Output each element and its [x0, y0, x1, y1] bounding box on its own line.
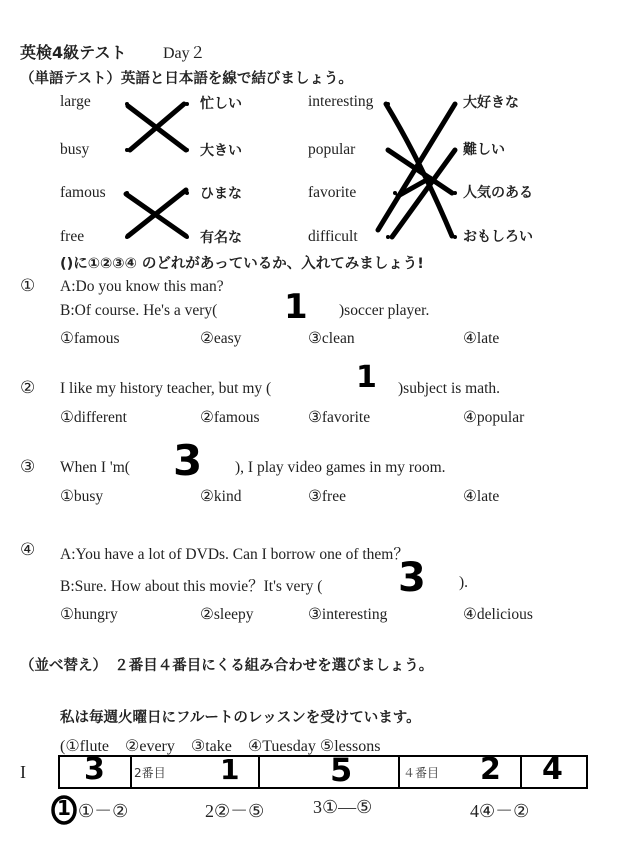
- question-2-option-1: ①different: [60, 409, 127, 426]
- answer-box-divider-3: [398, 755, 400, 789]
- label-4th-position: ４番目: [403, 766, 440, 780]
- jp-isogashii: 忙しい: [200, 96, 242, 112]
- word-free: free: [60, 228, 85, 245]
- question-2-handwritten-answer: 1: [356, 360, 377, 395]
- word-popular: popular: [308, 141, 356, 158]
- question-4-option-2: ②sleepy: [200, 606, 254, 623]
- question-4-line1: A:You have a lot of DVDs. Can I borrow one of them？: [60, 546, 409, 563]
- answer-cell-2: 1: [220, 753, 240, 786]
- answer-box-divider-2: [258, 755, 260, 789]
- question-4-option-1: ①hungry: [60, 606, 118, 623]
- question-2-option-2: ②famous: [200, 409, 260, 426]
- jp-ninkinoaru: 人気のある: [463, 185, 533, 201]
- word-famous: famous: [60, 184, 106, 201]
- question-4-handwritten-answer: 3: [398, 555, 426, 601]
- jp-muzukashii: 難しい: [463, 142, 505, 158]
- reorder-subject: I: [20, 762, 26, 782]
- question-1-option-2: ②easy: [200, 330, 242, 347]
- choice-4: 4④－②: [470, 801, 530, 821]
- page-title: 英検4級テスト: [20, 43, 127, 62]
- answer-cell-5: 4: [542, 752, 563, 787]
- choice-3: 3①―⑤: [313, 797, 373, 817]
- question-2-number: ②: [20, 378, 36, 397]
- word-large: large: [60, 93, 91, 110]
- question-4-option-3: ③interesting: [308, 606, 388, 623]
- jp-himana: ひまな: [200, 186, 242, 202]
- question-1-option-3: ③clean: [308, 330, 355, 347]
- word-interesting: interesting: [308, 93, 374, 110]
- jp-omoshiroi: おもしろい: [463, 229, 533, 245]
- answer-box-divider-1: [130, 755, 132, 789]
- answer-cell-3: 5: [330, 751, 353, 789]
- question-1-handwritten-answer: 1: [284, 287, 308, 327]
- section2-title: ()に①②③④ のどれがあっているか、入れてみましょう!: [60, 256, 424, 272]
- question-4-option-4: ④delicious: [463, 606, 533, 623]
- question-3-option-3: ③free: [308, 488, 346, 505]
- choice-circled-number: 1: [57, 796, 71, 820]
- question-1-line2-after: )soccer player.: [339, 302, 430, 319]
- reorder-title: （並べ替え） ２番目４番目にくる組み合わせを選びましょう。: [20, 658, 434, 674]
- question-3-option-2: ②kind: [200, 488, 242, 505]
- question-2-line1-after: )subject is math.: [398, 380, 501, 397]
- jp-ookii: 大きい: [200, 143, 242, 159]
- choice-2: 2②－⑤: [205, 801, 265, 821]
- reorder-sentence: 私は毎週火曜日にフルートのレッスンを受けています。: [60, 710, 421, 726]
- question-4-number: ④: [20, 540, 36, 559]
- word-difficult: difficult: [308, 228, 358, 245]
- answer-cell-1: 3: [84, 752, 105, 787]
- question-3-option-1: ①busy: [60, 488, 104, 505]
- section1-title: （単語テスト）英語と日本語を線で結びましょう。: [20, 71, 353, 87]
- question-4-line2-before: B:Sure. How about this movie？It's very (: [60, 578, 323, 595]
- answer-cell-4: 2: [480, 752, 501, 787]
- choice-1: ①－②: [78, 801, 129, 821]
- reorder-word-list: (①flute ②every ③take ④Tuesday ⑤lessons: [60, 738, 381, 755]
- question-3-line1-before: When I 'm(: [60, 459, 130, 476]
- day-label: Day２: [163, 45, 206, 62]
- label-2nd-position: 2番目: [134, 766, 166, 780]
- question-2-option-4: ④popular: [463, 409, 525, 426]
- question-4-line2-after: ).: [459, 574, 469, 591]
- question-3-option-4: ④late: [463, 488, 500, 505]
- question-1-line2-before: B:Of course. He's a very(: [60, 302, 218, 319]
- question-3-number: ③: [20, 457, 36, 476]
- jp-yuumeina: 有名な: [200, 230, 242, 246]
- word-busy: busy: [60, 141, 90, 158]
- question-2-line1-before: I like my history teacher, but my (: [60, 380, 272, 397]
- question-1-line1: A:Do you know this man?: [60, 278, 224, 295]
- question-1-number: ①: [20, 276, 36, 295]
- word-favorite: favorite: [308, 184, 357, 201]
- answer-box-divider-4: [520, 755, 522, 789]
- question-3-handwritten-answer: 3: [173, 436, 203, 485]
- question-1-option-4: ④late: [463, 330, 500, 347]
- question-2-option-3: ③favorite: [308, 409, 371, 426]
- question-3-line1-after: ), I play video games in my room.: [235, 459, 446, 476]
- jp-daisukina: 大好きな: [463, 95, 519, 111]
- question-1-option-1: ①famous: [60, 330, 120, 347]
